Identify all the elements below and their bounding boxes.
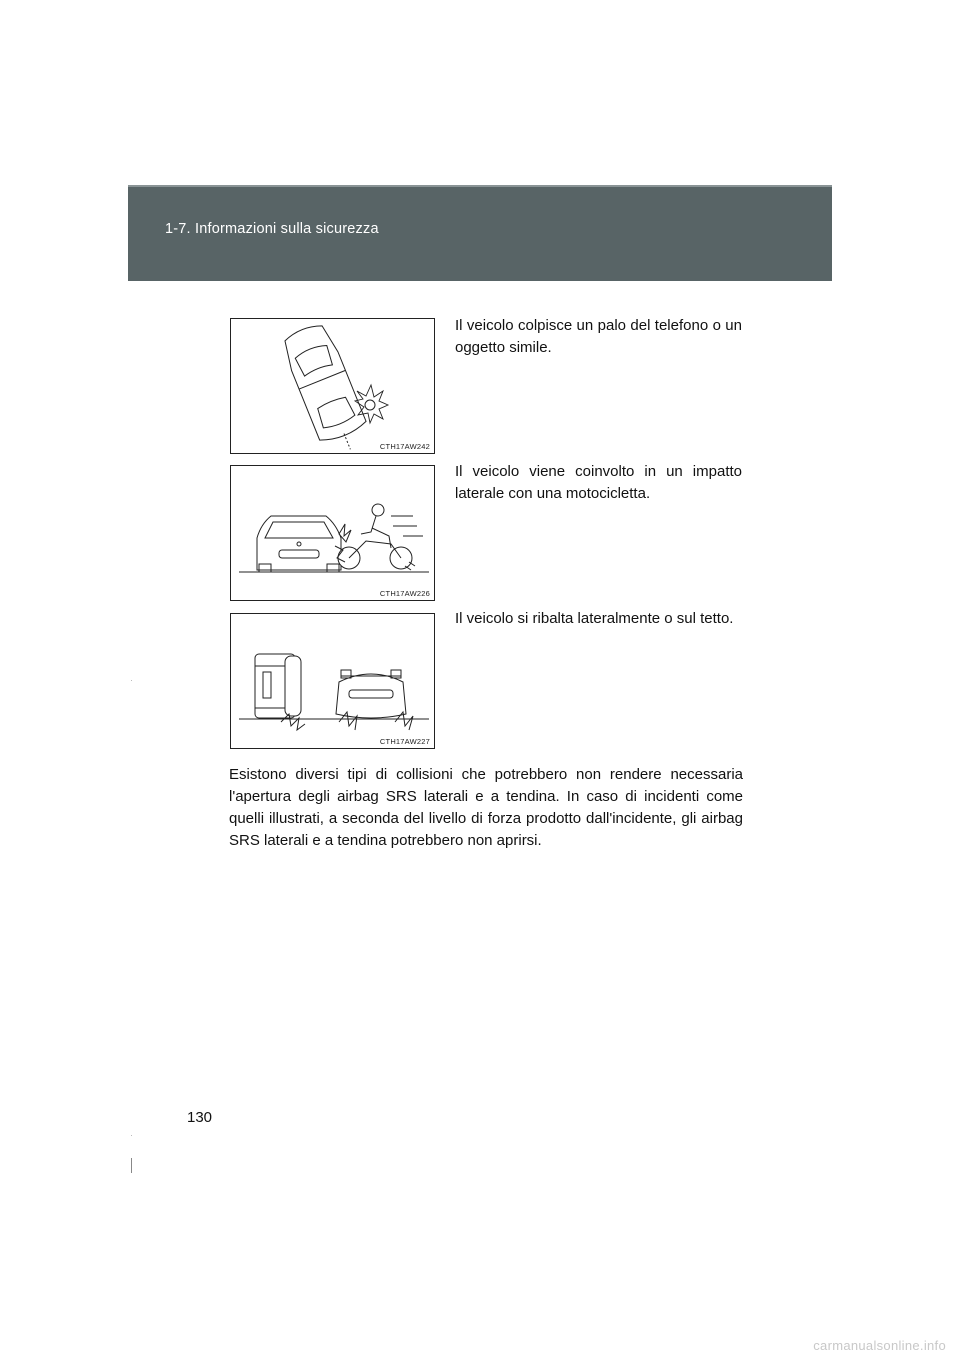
watermark: carmanualsonline.info: [813, 1338, 946, 1353]
margin-dot: [131, 680, 132, 681]
body-paragraph: Esistono diversi tipi di collisioni che potrebbero non rendere necessaria l'apertura degli airbag SRS laterali e a tendina. In caso di incidenti come quelli illustrati, a seconda del livello di forza prodotto dall'incidente, gli airbag SRS laterali e a tendina potrebbero non aprirsi.: [229, 766, 743, 849]
figure-caption: Il veicolo viene coinvolto in un impatto laterale con una motocicletta.: [455, 463, 742, 502]
figure-rollover: [230, 613, 435, 749]
page-number: 130: [187, 1109, 213, 1126]
figure-code: CTH17AW227: [379, 737, 430, 746]
figure-code: CTH17AW226: [379, 589, 430, 598]
figure-motorcycle-impact: [230, 465, 435, 601]
pole-impact-illustration: [231, 319, 436, 455]
figure-code: CTH17AW242: [379, 442, 430, 451]
motorcycle-impact-illustration: [231, 466, 436, 602]
figure-caption: Il veicolo si ribalta lateralmente o sul tetto.: [455, 610, 734, 627]
rollover-illustration: [231, 614, 436, 750]
margin-dot: [131, 1135, 132, 1136]
section-title: 1-7. Informazioni sulla sicurezza: [165, 221, 379, 237]
margin-rule: [131, 1158, 132, 1173]
figure-caption: Il veicolo colpisce un palo del telefono o un oggetto simile.: [455, 317, 742, 356]
figure-pole-impact: [230, 318, 435, 454]
header-top-rule: [128, 185, 832, 187]
section-header-band: [128, 185, 832, 281]
